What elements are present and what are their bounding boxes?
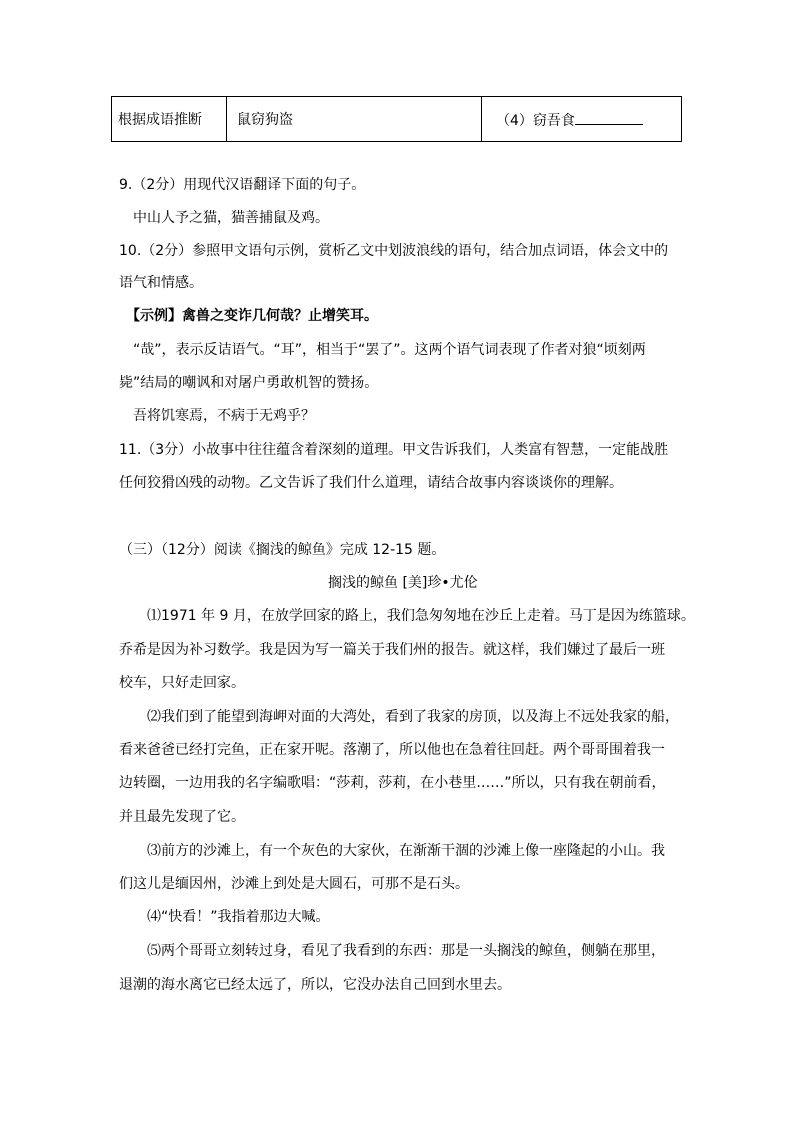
p1-line: 乔希是因为补习数学。我是因为写一篇关于我们州的报告。就这样，我们嫌过了最后一班	[119, 642, 665, 658]
q10-explain-line2: 毙”结局的嘲讽和对屠户勇敢机智的赞扬。	[119, 375, 379, 391]
p2-line: 看来爸爸已经打完鱼，正在家开呢。落潮了，所以他也在急着往回赶。两个哥哥围着我一	[119, 742, 665, 758]
p5-line: ⑸两个哥哥立刻转过身，看见了我看到的东西：那是一头搁浅的鲸鱼，侧躺在那里，	[147, 943, 665, 959]
p1-line: ⑴1971 年 9 月，在放学回家的路上，我们急匆匆地在沙丘上走着。马丁是因为练篮球。	[147, 608, 695, 624]
p3-line: ⑶前方的沙滩上，有一个灰色的大家伙，在渐渐干涸的沙滩上像一座隆起的小山。我	[147, 843, 665, 859]
p2-line: ⑵我们到了能望到海岬对面的大湾处，看到了我家的房顶，以及海上不远处我家的船，	[147, 709, 679, 725]
table-divider	[481, 97, 482, 141]
q9-stem: 9.（2分）用现代汉语翻译下面的句子。	[119, 177, 366, 193]
article-title: 搁浅的鲸鱼 [美]珍•尤伦	[328, 575, 478, 591]
p4-line: ⑷“快看！”我指着那边大喊。	[147, 909, 330, 925]
q11-line2: 任何狡猾凶残的动物。乙文告诉了我们什么道理，请结合故事内容谈谈你的理解。	[119, 475, 623, 491]
q10-explain-line1: “哉”，表示反诘语气。“耳”，相当于“罢了”。这两个语气词表现了作者对狼“顷刻两	[133, 342, 646, 358]
answer-table	[111, 96, 682, 142]
table-divider	[226, 97, 227, 141]
p2-line: 边转圈，一边用我的名字编歌唱：“莎莉，莎莉，在小巷里……”所以，只有我在朝前看，	[119, 775, 666, 791]
table-cell-answer-label: （4）窃吾食	[496, 113, 575, 129]
section3-heading: （三）（12分）阅读《搁浅的鲸鱼》完成 12-15 题。	[119, 542, 446, 558]
q10-stem-line2: 语气和情感。	[119, 275, 203, 291]
table-cell-idiom: 鼠窃狗盗	[237, 112, 293, 128]
p2-line: 并且最先发现了它。	[119, 809, 245, 825]
table-cell-answer	[496, 110, 643, 131]
answer-blank[interactable]	[575, 110, 643, 125]
q10-target-sentence: 吾将饥寒焉，不病于无鸡乎？	[133, 408, 315, 424]
table-cell-method: 根据成语推断	[118, 112, 202, 128]
q11-line1: 11.（3分）小故事中往往蕴含着深刻的道理。甲文告诉我们，人类富有智慧，一定能战胜	[119, 442, 669, 458]
q10-example: 【示例】禽兽之变诈几何哉？止增笑耳。	[126, 308, 378, 324]
q9-sentence: 中山人予之猫，猫善捕鼠及鸡。	[133, 210, 329, 226]
p1-line: 校车，只好走回家。	[119, 675, 245, 691]
p5-line: 退潮的海水离它已经太远了，所以，它没办法自己回到水里去。	[119, 977, 511, 993]
q10-stem-line1: 10.（2分）参照甲文语句示例，赏析乙文中划波浪线的语句，结合加点词语，体会文中的	[119, 243, 669, 259]
p3-line: 们这儿是缅因州，沙滩上到处是大圆石，可那不是石头。	[119, 876, 469, 892]
